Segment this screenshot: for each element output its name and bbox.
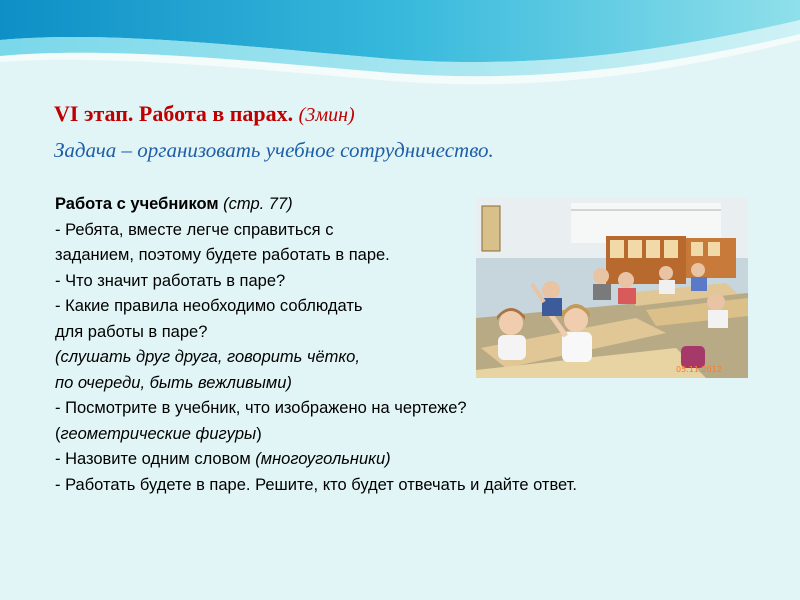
body-line: - Работать будете в паре. Решите, кто будет отвечать и дайте ответ. [55,475,577,494]
body-line [55,447,735,473]
paren-close: ) [256,424,262,443]
title-text: VI этап. Работа в парах. [54,101,294,126]
photo-date-stamp: 05.11.2012 [676,365,722,374]
body-line: - Посмотрите в учебник, что изображено на чертеже? [55,399,467,417]
body-line: - Какие правила необходимо соблюдать [55,297,363,315]
slide-title [54,101,355,127]
answer-line: (слушать друг друга, говорить чётко, [55,348,360,366]
title-time: (3мин) [298,104,355,126]
classroom-photo [476,198,748,378]
textbook-label: Работа с учебником [55,195,219,213]
answer-text: (многоугольники) [250,450,391,468]
classroom-illustration [476,198,748,378]
page-reference: (стр. 77) [218,195,293,213]
answer-line: по очереди, быть вежливыми) [55,373,292,392]
answer-text: геометрические фигуры [60,424,257,443]
body-line: заданием, поэтому будете работать в паре. [55,246,390,264]
paren-open: ( [55,424,61,443]
body-line: - Что значит работать в паре? [55,271,286,290]
body-line: для работы в паре? [55,322,208,341]
decorative-wave-header [0,0,800,110]
body-line: - Ребята, вместе легче справиться с [55,220,334,239]
question-text: - Назовите одним словом [55,450,251,468]
slide-subtitle: Задача – организовать учебное сотрудничество. [54,138,494,162]
answer-line [55,422,735,448]
